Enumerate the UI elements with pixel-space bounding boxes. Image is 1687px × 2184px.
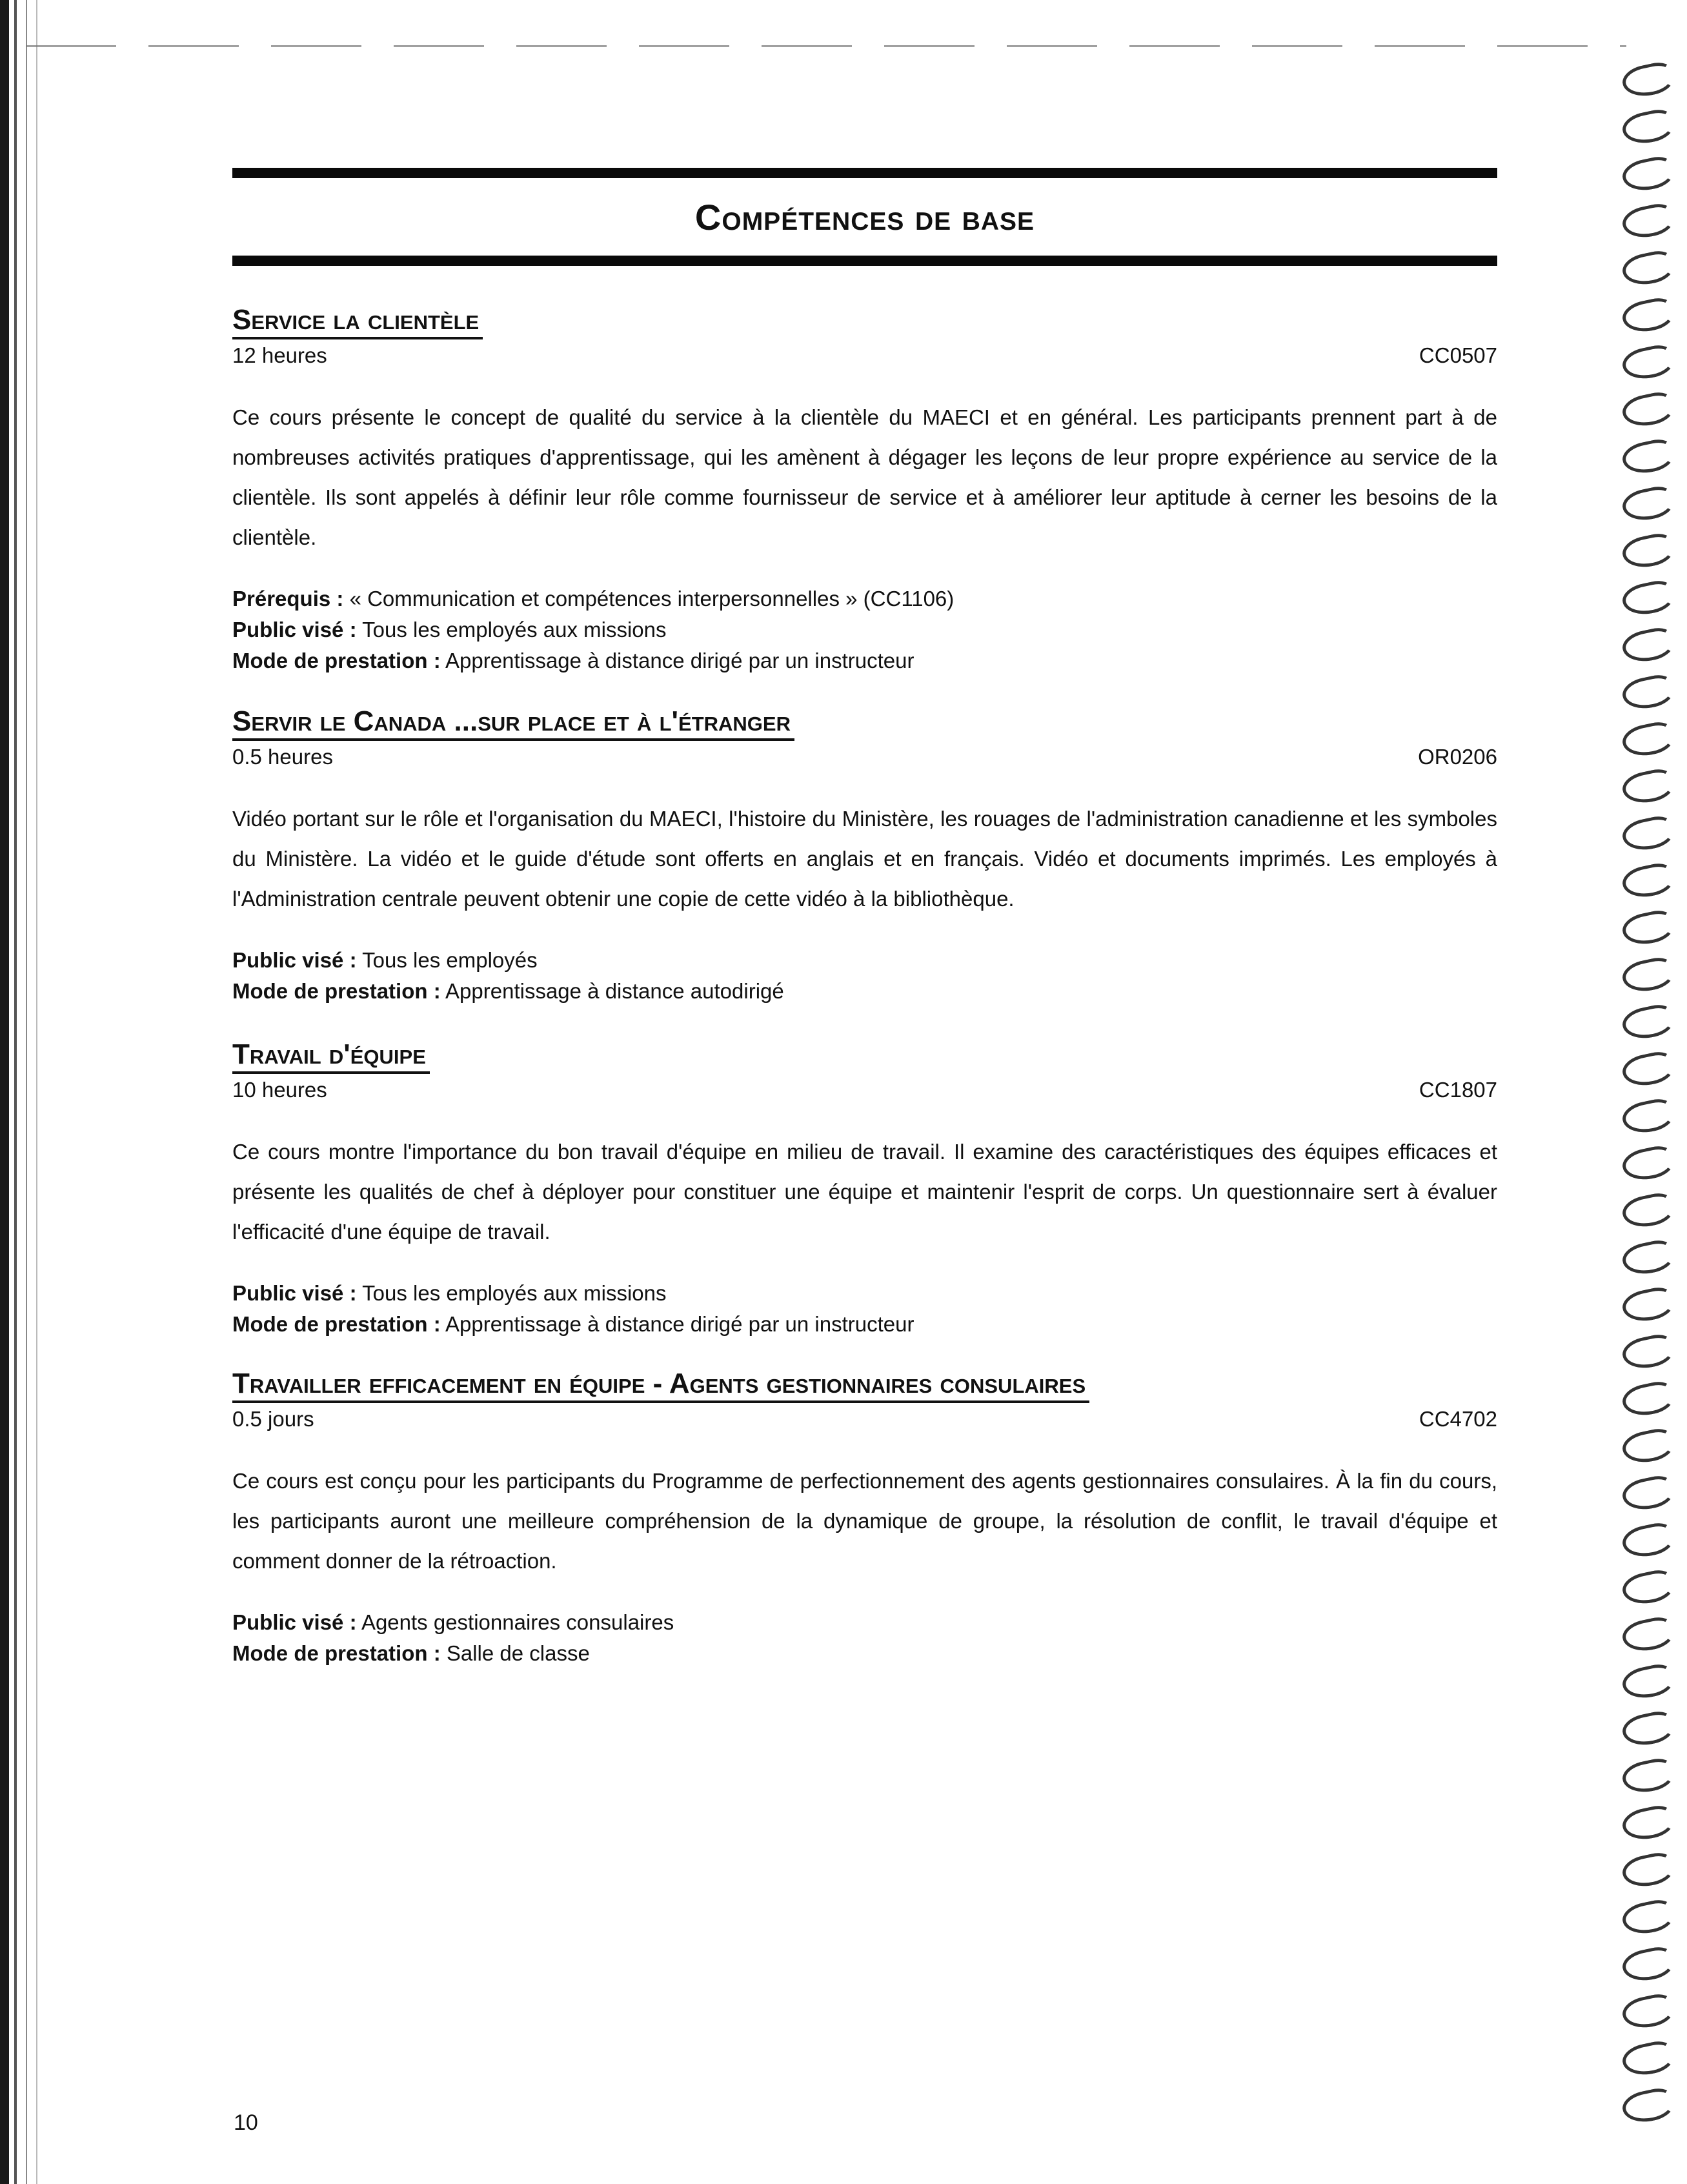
audience-value: Agents gestionnaires consulaires: [361, 1610, 674, 1634]
delivery-label: Mode de prestation :: [232, 979, 441, 1003]
course-description: Vidéo portant sur le rôle et l'organisation du MAECI, l'histoire du Ministère, les rouages de l'administration canadienne et les symboles du Ministère. La vidéo et le guide d'étude sont offerts en anglais et en français. Vidéo et documents imprimés. Les employés à l'Administration centrale peuvent obtenir une copie de cette vidéo à la bibliothèque.: [232, 807, 1497, 911]
spiral-coil: [1620, 154, 1677, 195]
course-section: [232, 1367, 1497, 1669]
page-number: 10: [234, 2110, 258, 2135]
course-info: [232, 1607, 1497, 1669]
course-duration: 0.5 heures: [232, 745, 333, 769]
spiral-coil: [1620, 1143, 1677, 1184]
spiral-coil: [1620, 1944, 1677, 1985]
delivery-label: Mode de prestation :: [232, 1641, 441, 1665]
spiral-coil: [1620, 1991, 1677, 2032]
spiral-coil: [1620, 625, 1677, 666]
spiral-coil: [1620, 248, 1677, 289]
delivery-value: Apprentissage à distance dirigé par un instructeur: [445, 649, 914, 672]
spiral-coil: [1620, 907, 1677, 949]
course-info: [232, 945, 1497, 1007]
spiral-coil: [1620, 1661, 1677, 1703]
prereq-value: « Communication et compétences interpersonnelles » (CC1106): [349, 587, 955, 611]
course-code: CC0507: [1419, 343, 1497, 367]
spiral-coil: [1620, 672, 1677, 713]
course-section: [232, 1038, 1497, 1340]
course-duration: 10 heures: [232, 1078, 327, 1102]
audience-label: Public visé :: [232, 1610, 357, 1634]
document-page: [232, 168, 1497, 266]
course-meta: [232, 343, 1497, 368]
spiral-coil: [1620, 295, 1677, 336]
course-section: [232, 705, 1497, 1007]
spiral-coil: [1620, 955, 1677, 996]
spiral-coil: [1620, 1331, 1677, 1373]
course-meta: [232, 1078, 1497, 1102]
delivery-value: Apprentissage à distance autodirigé: [445, 979, 784, 1003]
audience-label: Public visé :: [232, 618, 357, 642]
prereq-line: [232, 583, 1497, 614]
course-code: CC4702: [1419, 1407, 1497, 1431]
spiral-coil: [1620, 860, 1677, 902]
spiral-coil: [1620, 1755, 1677, 1797]
spiral-coil: [1620, 766, 1677, 807]
course-title: Travail d'équipe: [232, 1038, 430, 1074]
spiral-coil: [1620, 1096, 1677, 1137]
spiral-coil: [1620, 2085, 1677, 2127]
spiral-coil: [1620, 1850, 1677, 1891]
course-info: [232, 583, 1497, 676]
course-info: [232, 1278, 1497, 1340]
spiral-coil: [1620, 1897, 1677, 1938]
audience-value: Tous les employés: [362, 948, 538, 972]
course-meta: [232, 1407, 1497, 1431]
audience-line: [232, 1607, 1497, 1638]
spiral-coil: [1620, 106, 1677, 148]
audience-label: Public visé :: [232, 948, 357, 972]
course-section: [232, 303, 1497, 676]
spiral-coil: [1620, 201, 1677, 242]
course-duration: 12 heures: [232, 343, 327, 367]
page-title: Compétences de base: [694, 196, 1035, 238]
course-description: Ce cours est conçu pour les participants du Programme de perfectionnement des agents gestionnaires consulaires. À la fin du cours, les participants auront une meilleure compréhension de la dynamique de groupe, la résolution de conflit, le travail d'équipe et comment donner de la rétroaction.: [232, 1469, 1497, 1573]
spiral-coil: [1620, 1708, 1677, 1750]
title-bar: [232, 168, 1497, 266]
spiral-coil: [1620, 1426, 1677, 1467]
course-code: CC1807: [1419, 1078, 1497, 1102]
spiral-coil: [1620, 1614, 1677, 1655]
spiral-coil: [1620, 719, 1677, 760]
course-title: Travailler efficacement en équipe - Agents gestionnaires consulaires: [232, 1367, 1089, 1403]
spiral-coil: [1620, 436, 1677, 478]
delivery-value: Salle de classe: [446, 1641, 590, 1665]
scan-top-edge: [26, 45, 1626, 47]
spiral-coil: [1620, 342, 1677, 383]
audience-label: Public visé :: [232, 1281, 357, 1305]
spiral-coil: [1620, 1284, 1677, 1326]
spiral-coil: [1620, 2038, 1677, 2079]
delivery-line: [232, 1638, 1497, 1669]
spiral-coil: [1620, 1002, 1677, 1043]
course-duration: 0.5 jours: [232, 1407, 314, 1431]
audience-line: [232, 1278, 1497, 1309]
spiral-coil: [1620, 1379, 1677, 1420]
delivery-line: [232, 645, 1497, 676]
audience-value: Tous les employés aux missions: [362, 618, 667, 642]
spiral-coil: [1620, 1803, 1677, 1844]
spiral-coil: [1620, 1473, 1677, 1514]
spiral-binding: [1610, 26, 1687, 2175]
spiral-coil: [1620, 578, 1677, 619]
spiral-coil: [1620, 1190, 1677, 1231]
spiral-coil: [1620, 1049, 1677, 1090]
audience-value: Tous les employés aux missions: [362, 1281, 667, 1305]
course-meta: [232, 745, 1497, 769]
spiral-coil: [1620, 1567, 1677, 1608]
prereq-label: Prérequis :: [232, 587, 344, 611]
course-description: Ce cours présente le concept de qualité du service à la clientèle du MAECI et en général. Les participants prennent part à de nombreuses activités pratiques d'apprentissage, qui les amènent à dégager les leçons de leur propre expérience au service de la clientèle. Ils sont appelés à définir leur rôle comme fournisseur de service et à améliorer leur aptitude à cerner les besoins de la clientèle.: [232, 405, 1497, 549]
audience-line: [232, 614, 1497, 645]
delivery-line: [232, 976, 1497, 1007]
scan-binding-edge: [0, 0, 50, 2184]
delivery-value: Apprentissage à distance dirigé par un instructeur: [445, 1312, 914, 1336]
spiral-coil: [1620, 1237, 1677, 1279]
spiral-coil: [1620, 531, 1677, 572]
audience-line: [232, 945, 1497, 976]
spiral-coil: [1620, 1520, 1677, 1561]
spiral-coil: [1620, 389, 1677, 430]
course-code: OR0206: [1418, 745, 1497, 769]
delivery-label: Mode de prestation :: [232, 1312, 441, 1336]
spiral-coil: [1620, 483, 1677, 525]
spiral-coil: [1620, 813, 1677, 854]
course-title: Servir le Canada ...sur place et à l'étranger: [232, 705, 794, 741]
course-title: Service la clientèle: [232, 303, 483, 339]
delivery-line: [232, 1309, 1497, 1340]
delivery-label: Mode de prestation :: [232, 649, 441, 672]
spiral-coil: [1620, 59, 1677, 101]
course-description: Ce cours montre l'importance du bon travail d'équipe en milieu de travail. Il examine des caractéristiques des équipes efficaces et présente les qualités de chef à déployer pour constituer une équipe et maintenir l'esprit de corps. Un questionnaire sert à évaluer l'efficacité d'une équipe de travail.: [232, 1140, 1497, 1244]
